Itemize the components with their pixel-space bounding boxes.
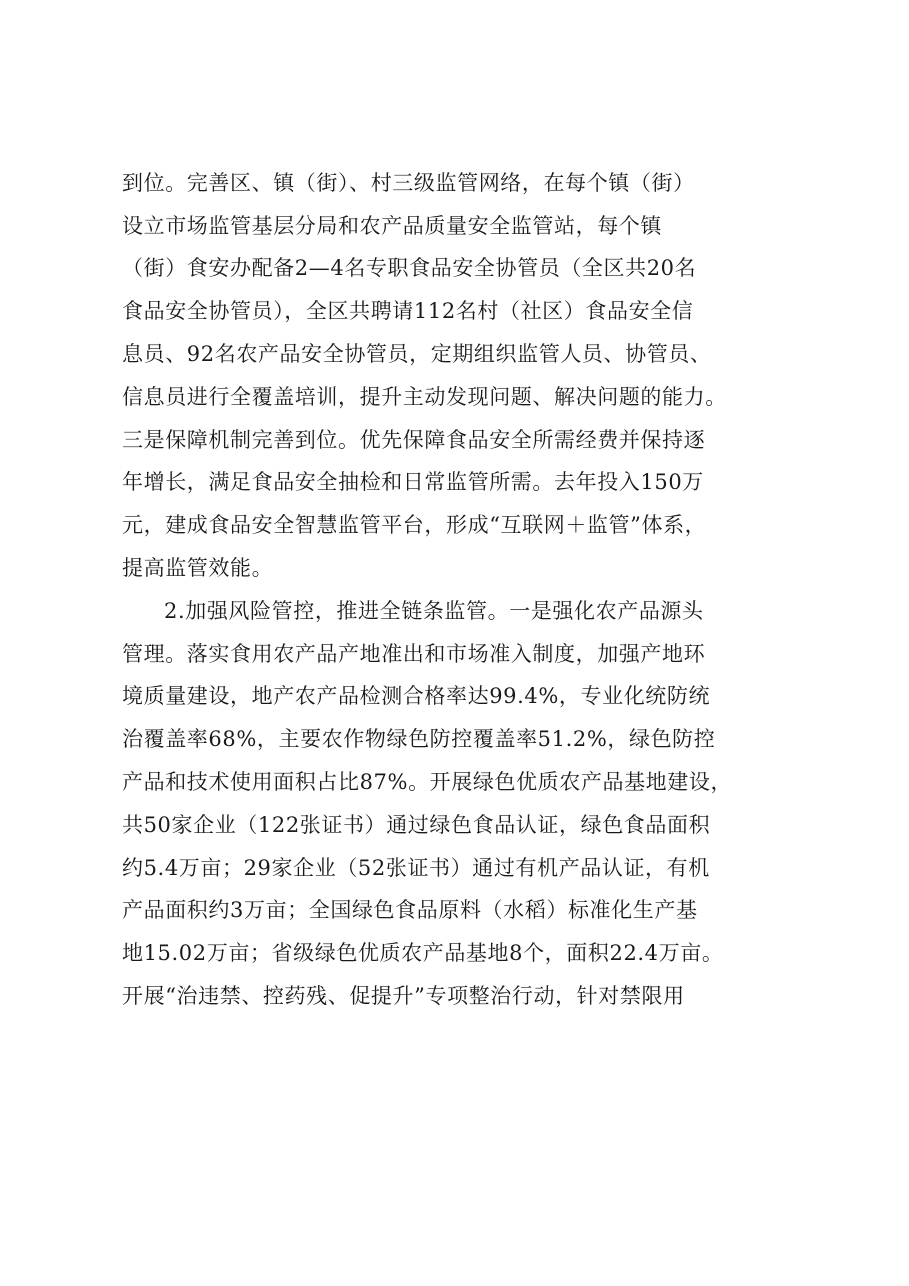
text-line: 设立市场监管基层分局和农产品质量安全监管站，每个镇 [122,214,662,238]
text-line: （街）食安办配备2—4名专职食品安全协管员（全区共20名 [122,256,697,280]
text-line: 三是保障机制完善到位。优先保障食品安全所需经费并保持逐 [122,428,706,452]
text-line: 治覆盖率68%，主要农作物绿色防控覆盖率51.2%，绿色防控 [122,727,716,751]
text-line: 食品安全协管员），全区共聘请112名村（社区）食品安全信 [122,299,694,323]
text-line: 共50家企业（122张证书）通过绿色食品认证，绿色食品面积 [122,813,711,837]
text-line: 管理。落实食用农产品产地准出和市场准入制度，加强产地环 [122,642,706,666]
text-line: 息员、92名农产品安全协管员，定期组织监管人员、协管员、 [122,342,712,366]
text-line: 信息员进行全覆盖培训，提升主动发现问题、解决问题的能力。 [122,385,727,409]
text-line: 境质量建设，地产农产品检测合格率达99.4%，专业化统防统 [122,684,711,708]
text-line: 年增长，满足食品安全抽检和日常监管所需。去年投入150万 [122,470,704,494]
text-line: 地15.02万亩；省级绿色优质农产品基地8个，面积22.4万亩。 [122,941,724,965]
text-line: 产品和技术使用面积占比87%。开展绿色优质农产品基地建设， [122,770,733,794]
text-line: 产品面积约3万亩；全国绿色食品原料（水稻）标准化生产基 [122,898,698,922]
paragraph-first-line: 2.加强风险管控，推进全链条监管。一是强化农产品源头 [164,599,704,623]
text-line: 提高监管效能。 [122,556,274,580]
text-line: 开展“治违禁、控药残、促提升”专项整治行动，针对禁限用 [122,984,685,1008]
text-line: 到位。完善区、镇（街）、村三级监管网络，在每个镇（街） [122,171,695,195]
text-line: 元，建成食品安全智慧监管平台，形成“互联网＋监管”体系， [122,513,707,537]
text-line: 约5.4万亩；29家企业（52张证书）通过有机产品认证，有机 [122,856,710,880]
